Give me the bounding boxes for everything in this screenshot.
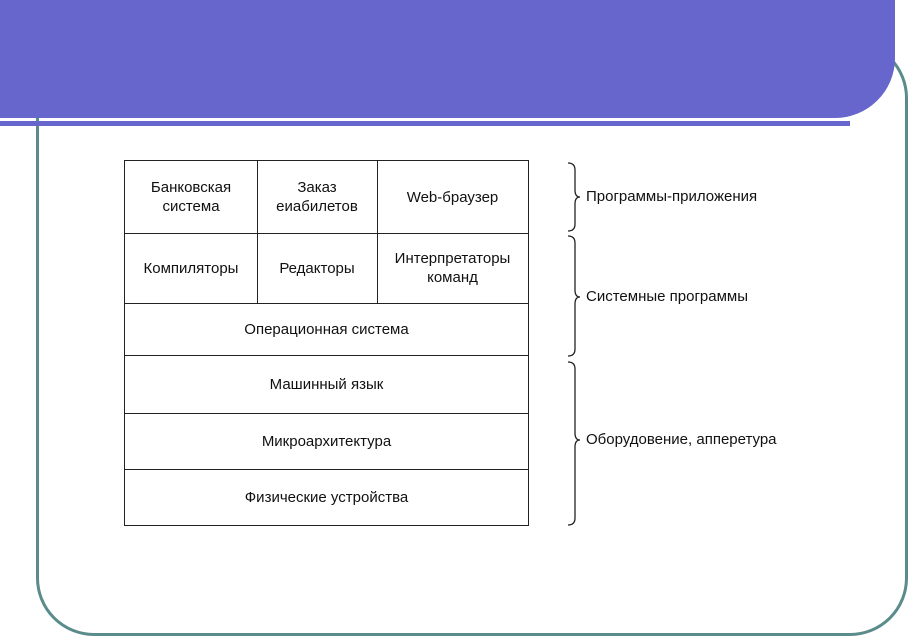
cell-ticket-booking: Заказ еиабилетов — [276, 179, 358, 215]
cell-banking-system: Банковская система — [150, 179, 232, 215]
label-system-programs: Системные программы — [586, 288, 749, 305]
brace-system-programs — [568, 236, 580, 356]
cell-command-interpreters: Интерпретаторы команд — [394, 250, 511, 286]
cell-machine-language: Машинный язык — [269, 375, 384, 393]
cell-operating-system: Операционная система — [244, 320, 409, 338]
cell-compilers: Компиляторы — [143, 259, 239, 277]
cell-web-browser: Web-браузер — [406, 188, 499, 206]
label-hardware: Оборудовение, апперетура — [586, 431, 777, 448]
cell-editors: Редакторы — [279, 259, 355, 277]
cell-physical-devices: Физические устройства — [244, 488, 409, 506]
label-applications: Программы-приложения — [586, 188, 758, 205]
brace-applications — [568, 163, 580, 231]
cell-microarchitecture: Микроархитектура — [261, 432, 392, 450]
brace-hardware — [568, 362, 580, 525]
